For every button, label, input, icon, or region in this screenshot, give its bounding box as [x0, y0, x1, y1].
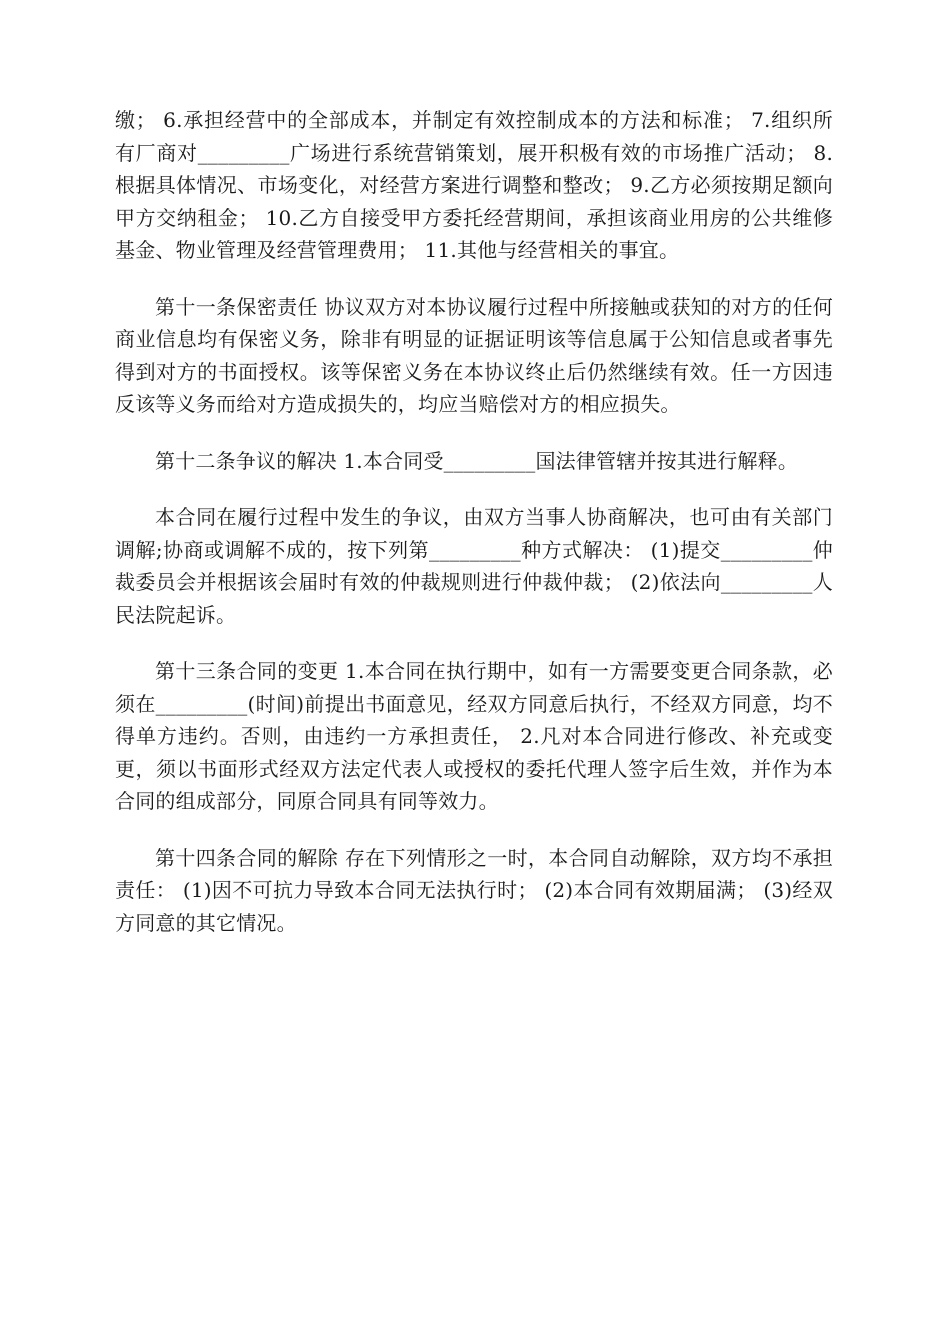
paragraph-article-11-confidentiality: 第十一条保密责任 协议双方对本协议履行过程中所接触或获知的对方的任何商业信息均有保密义务，除非有明显的证据证明该等信息属于公知信息或者事先得到对方的书面授权。该等保密义务在本协议终止后仍然继续有效。任一方因违反该等义务而给对方造成损失的，均应当赔偿对方的相应损失。 [115, 294, 833, 416]
paragraph-obligations-continued: 缴； 6.承担经营中的全部成本，并制定有效控制成本的方法和标准； 7.组织所有厂商对_________广场进行系统营销策划，展开积极有效的市场推广活动； 8.根据具体情况、市场变化，对经营方案进行调整和整改； 9.乙方必须按期足额向甲方交纳租金； 10.乙方自接受甲方委托经营期间，承担该商业用房的公共维修基金、物业管理及经营管理费用； 11.其他与经营相关的事宜。 [115, 108, 833, 262]
paragraph-article-12-dispute-resolution: 第十二条争议的解决 1.本合同受_________国法律管辖并按其进行解释。 [155, 448, 799, 473]
paragraph-article-13-contract-change: 第十三条合同的变更 1.本合同在执行期中，如有一方需要变更合同条款，必须在_________(时间)前提出书面意见，经双方同意后执行，不经双方同意，均不得单方违约。否则，由违约一方承担责任， 2.凡对本合同进行修改、补充或变更，须以书面形式经双方法定代表人或授权的委托代理人签字后生效，并作为本合同的组成部分，同原合同具有同等效力。 [115, 659, 833, 813]
paragraph-article-12-continued: 本合同在履行过程中发生的争议，由双方当事人协商解决，也可由有关部门调解;协商或调解不成的，按下列第_________种方式解决： (1)提交_________仲裁委员会并根据该会届时有效的仲裁规则进行仲裁仲裁； (2)依法向_________人民法院起诉。 [115, 505, 833, 627]
paragraph-article-14-contract-termination: 第十四条合同的解除 存在下列情形之一时，本合同自动解除，双方均不承担责任： (1)因不可抗力导致本合同无法执行时； (2)本合同有效期届满； (3)经双方同意的其它情况。 [115, 845, 833, 935]
document-page [115, 104, 833, 963]
